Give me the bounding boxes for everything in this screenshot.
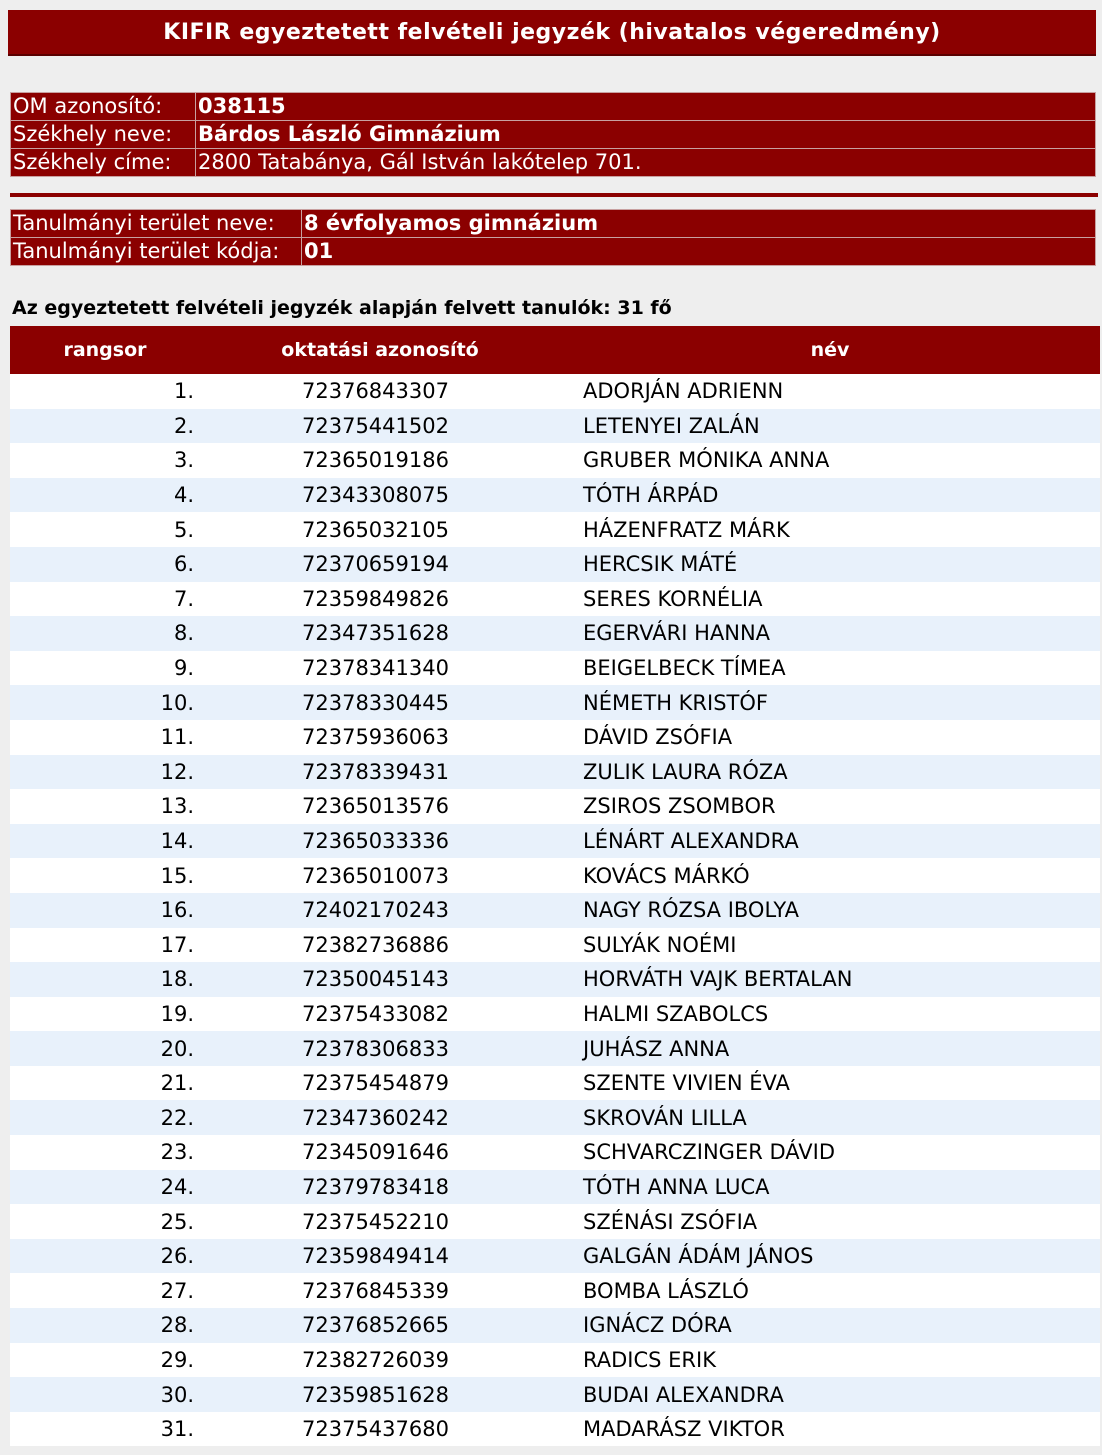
student-name-cell: BOMBA LÁSZLÓ	[583, 1278, 749, 1303]
table-row	[10, 755, 1100, 790]
rank-cell: 9.	[173, 656, 194, 681]
om-row	[11, 93, 1096, 121]
education-id-cell: 72378341340	[302, 656, 449, 681]
rank-cell: 6.	[173, 552, 194, 577]
table-row	[10, 409, 1100, 444]
rank-cell: 22.	[160, 1105, 194, 1130]
student-name-cell: DÁVID ZSÓFIA	[583, 725, 733, 750]
om-label: OM azonosító:	[11, 93, 196, 121]
education-id-cell: 72379783418	[302, 1174, 449, 1199]
study-code-row	[11, 238, 1096, 266]
education-id-cell: 72365033336	[302, 829, 449, 854]
education-id-cell: 72382726039	[302, 1347, 449, 1372]
student-name-cell: HALMI SZABOLCS	[583, 1001, 769, 1026]
table-row	[10, 443, 1100, 478]
rank-cell: 15.	[160, 863, 194, 888]
students-table	[10, 326, 1100, 1446]
student-name-cell: GRUBER MÓNIKA ANNA	[583, 448, 830, 473]
table-row	[10, 1308, 1100, 1343]
table-row	[10, 547, 1100, 582]
rank-cell: 4.	[173, 483, 194, 508]
education-id-cell: 72378330445	[302, 690, 449, 715]
student-name-cell: BUDAI ALEXANDRA	[583, 1382, 784, 1407]
education-id-cell: 72376843307	[302, 379, 449, 404]
student-name-cell: SZENTE VIVIEN ÉVA	[583, 1071, 790, 1096]
section-divider	[10, 193, 1098, 197]
table-row	[10, 1239, 1100, 1274]
education-id-cell: 72378306833	[302, 1036, 449, 1061]
table-row	[10, 1100, 1100, 1135]
table-row	[10, 1066, 1100, 1101]
table-row	[10, 1412, 1100, 1447]
education-id-cell: 72359849826	[302, 586, 449, 611]
student-name-cell: SCHVARCZINGER DÁVID	[583, 1140, 836, 1165]
id-column-header: oktatási azonosító	[200, 326, 560, 374]
student-name-cell: EGERVÁRI HANNA	[583, 621, 771, 646]
table-row	[10, 685, 1100, 720]
education-id-cell: 72375452210	[302, 1209, 449, 1234]
table-row	[10, 1343, 1100, 1378]
students-header-row	[10, 326, 1100, 374]
table-row	[10, 997, 1100, 1032]
student-name-cell: MADARÁSZ VIKTOR	[583, 1417, 785, 1442]
rank-cell: 12.	[160, 759, 194, 784]
rank-cell: 29.	[160, 1347, 194, 1372]
education-id-cell: 72350045143	[302, 967, 449, 992]
rank-cell: 28.	[160, 1313, 194, 1338]
school-info-table	[10, 92, 1096, 177]
education-id-cell: 72365032105	[302, 517, 449, 542]
education-id-cell: 72370659194	[302, 552, 449, 577]
student-name-cell: IGNÁCZ DÓRA	[583, 1313, 732, 1338]
student-name-cell: NAGY RÓZSA IBOLYA	[583, 898, 799, 923]
study-name-label: Tanulmányi terület neve:	[11, 210, 302, 238]
rank-cell: 14.	[160, 829, 194, 854]
education-id-cell: 72347351628	[302, 621, 449, 646]
table-row	[10, 651, 1100, 686]
table-row	[10, 1170, 1100, 1205]
student-name-cell: GALGÁN ÁDÁM JÁNOS	[583, 1244, 814, 1269]
rank-cell: 20.	[160, 1036, 194, 1061]
student-name-cell: RADICS ERIK	[583, 1347, 716, 1372]
rank-cell: 1.	[173, 379, 194, 404]
table-row	[10, 512, 1100, 547]
om-value: 038115	[196, 93, 1096, 121]
education-id-cell: 72347360242	[302, 1105, 449, 1130]
education-id-cell: 72365013576	[302, 794, 449, 819]
education-id-cell: 72359849414	[302, 1244, 449, 1269]
study-code-value: 01	[302, 238, 1096, 266]
school-address-value: 2800 Tatabánya, Gál István lakótelep 701.	[196, 149, 1096, 177]
rank-cell: 24.	[160, 1174, 194, 1199]
table-row	[10, 374, 1100, 409]
student-name-cell: ZULIK LAURA RÓZA	[583, 759, 788, 784]
student-name-cell: LETENYEI ZALÁN	[583, 413, 760, 438]
education-id-cell: 72402170243	[302, 898, 449, 923]
table-row	[10, 824, 1100, 859]
rank-cell: 19.	[160, 1001, 194, 1026]
rank-cell: 21.	[160, 1071, 194, 1096]
rank-cell: 11.	[160, 725, 194, 750]
education-id-cell: 72376852665	[302, 1313, 449, 1338]
rank-cell: 26.	[160, 1244, 194, 1269]
student-name-cell: HÁZENFRATZ MÁRK	[583, 517, 790, 542]
table-row	[10, 789, 1100, 824]
table-row	[10, 1204, 1100, 1239]
education-id-cell: 72375936063	[302, 725, 449, 750]
education-id-cell: 72378339431	[302, 759, 449, 784]
student-name-cell: HORVÁTH VAJK BERTALAN	[583, 967, 853, 992]
table-row	[10, 1135, 1100, 1170]
student-name-cell: ADORJÁN ADRIENN	[583, 379, 784, 404]
table-row	[10, 616, 1100, 651]
student-name-cell: KOVÁCS MÁRKÓ	[583, 863, 750, 888]
table-row	[10, 1377, 1100, 1412]
education-id-cell: 72365019186	[302, 448, 449, 473]
school-address-row	[11, 149, 1096, 177]
student-name-cell: SKROVÁN LILLA	[583, 1105, 747, 1130]
rank-cell: 3.	[173, 448, 194, 473]
education-id-cell: 72365010073	[302, 863, 449, 888]
school-name-value: Bárdos László Gimnázium	[196, 121, 1096, 149]
table-row	[10, 858, 1100, 893]
student-name-cell: SERES KORNÉLIA	[583, 586, 763, 611]
student-name-cell: SULYÁK NOÉMI	[583, 932, 737, 957]
rank-cell: 10.	[160, 690, 194, 715]
table-row	[10, 582, 1100, 617]
school-address-label: Székhely címe:	[11, 149, 196, 177]
student-name-cell: BEIGELBECK TÍMEA	[583, 656, 786, 681]
study-area-table	[10, 209, 1096, 266]
student-name-cell: TÓTH ANNA LUCA	[583, 1174, 770, 1199]
rank-cell: 7.	[173, 586, 194, 611]
study-code-label: Tanulmányi terület kódja:	[11, 238, 302, 266]
table-row	[10, 1273, 1100, 1308]
table-row	[10, 928, 1100, 963]
study-name-row	[11, 210, 1096, 238]
admitted-summary: Az egyeztetett felvételi jegyzék alapján felvett tanulók: 31 fő	[12, 297, 672, 319]
student-name-cell: HERCSIK MÁTÉ	[583, 552, 738, 577]
school-name-row	[11, 121, 1096, 149]
table-row	[10, 720, 1100, 755]
rank-cell: 8.	[173, 621, 194, 646]
education-id-cell: 72375441502	[302, 413, 449, 438]
student-name-cell: JUHÁSZ ANNA	[583, 1036, 730, 1061]
student-name-cell: SZÉNÁSI ZSÓFIA	[583, 1209, 758, 1234]
student-name-cell: TÓTH ÁRPÁD	[583, 483, 719, 508]
rank-cell: 23.	[160, 1140, 194, 1165]
education-id-cell: 72359851628	[302, 1382, 449, 1407]
rank-cell: 27.	[160, 1278, 194, 1303]
education-id-cell: 72375454879	[302, 1071, 449, 1096]
rank-cell: 16.	[160, 898, 194, 923]
rank-cell: 25.	[160, 1209, 194, 1234]
table-row	[10, 893, 1100, 928]
rank-cell: 17.	[160, 932, 194, 957]
education-id-cell: 72345091646	[302, 1140, 449, 1165]
student-name-cell: NÉMETH KRISTÓF	[583, 690, 768, 715]
rank-cell: 13.	[160, 794, 194, 819]
education-id-cell: 72343308075	[302, 483, 449, 508]
rank-cell: 18.	[160, 967, 194, 992]
rank-cell: 5.	[173, 517, 194, 542]
rank-cell: 30.	[160, 1382, 194, 1407]
student-name-cell: ZSIROS ZSOMBOR	[583, 794, 776, 819]
education-id-cell: 72375437680	[302, 1417, 449, 1442]
table-row	[10, 1031, 1100, 1066]
student-name-cell: LÉNÁRT ALEXANDRA	[583, 829, 799, 854]
rank-column-header: rangsor	[10, 326, 200, 374]
table-row	[10, 962, 1100, 997]
education-id-cell: 72382736886	[302, 932, 449, 957]
page-title: KIFIR egyeztetett felvételi jegyzék (hivatalos végeredmény)	[8, 10, 1096, 56]
rank-cell: 31.	[160, 1417, 194, 1442]
school-name-label: Székhely neve:	[11, 121, 196, 149]
name-column-header: név	[560, 326, 1100, 374]
table-row	[10, 478, 1100, 513]
study-name-value: 8 évfolyamos gimnázium	[302, 210, 1096, 238]
education-id-cell: 72375433082	[302, 1001, 449, 1026]
rank-cell: 2.	[173, 413, 194, 438]
education-id-cell: 72376845339	[302, 1278, 449, 1303]
